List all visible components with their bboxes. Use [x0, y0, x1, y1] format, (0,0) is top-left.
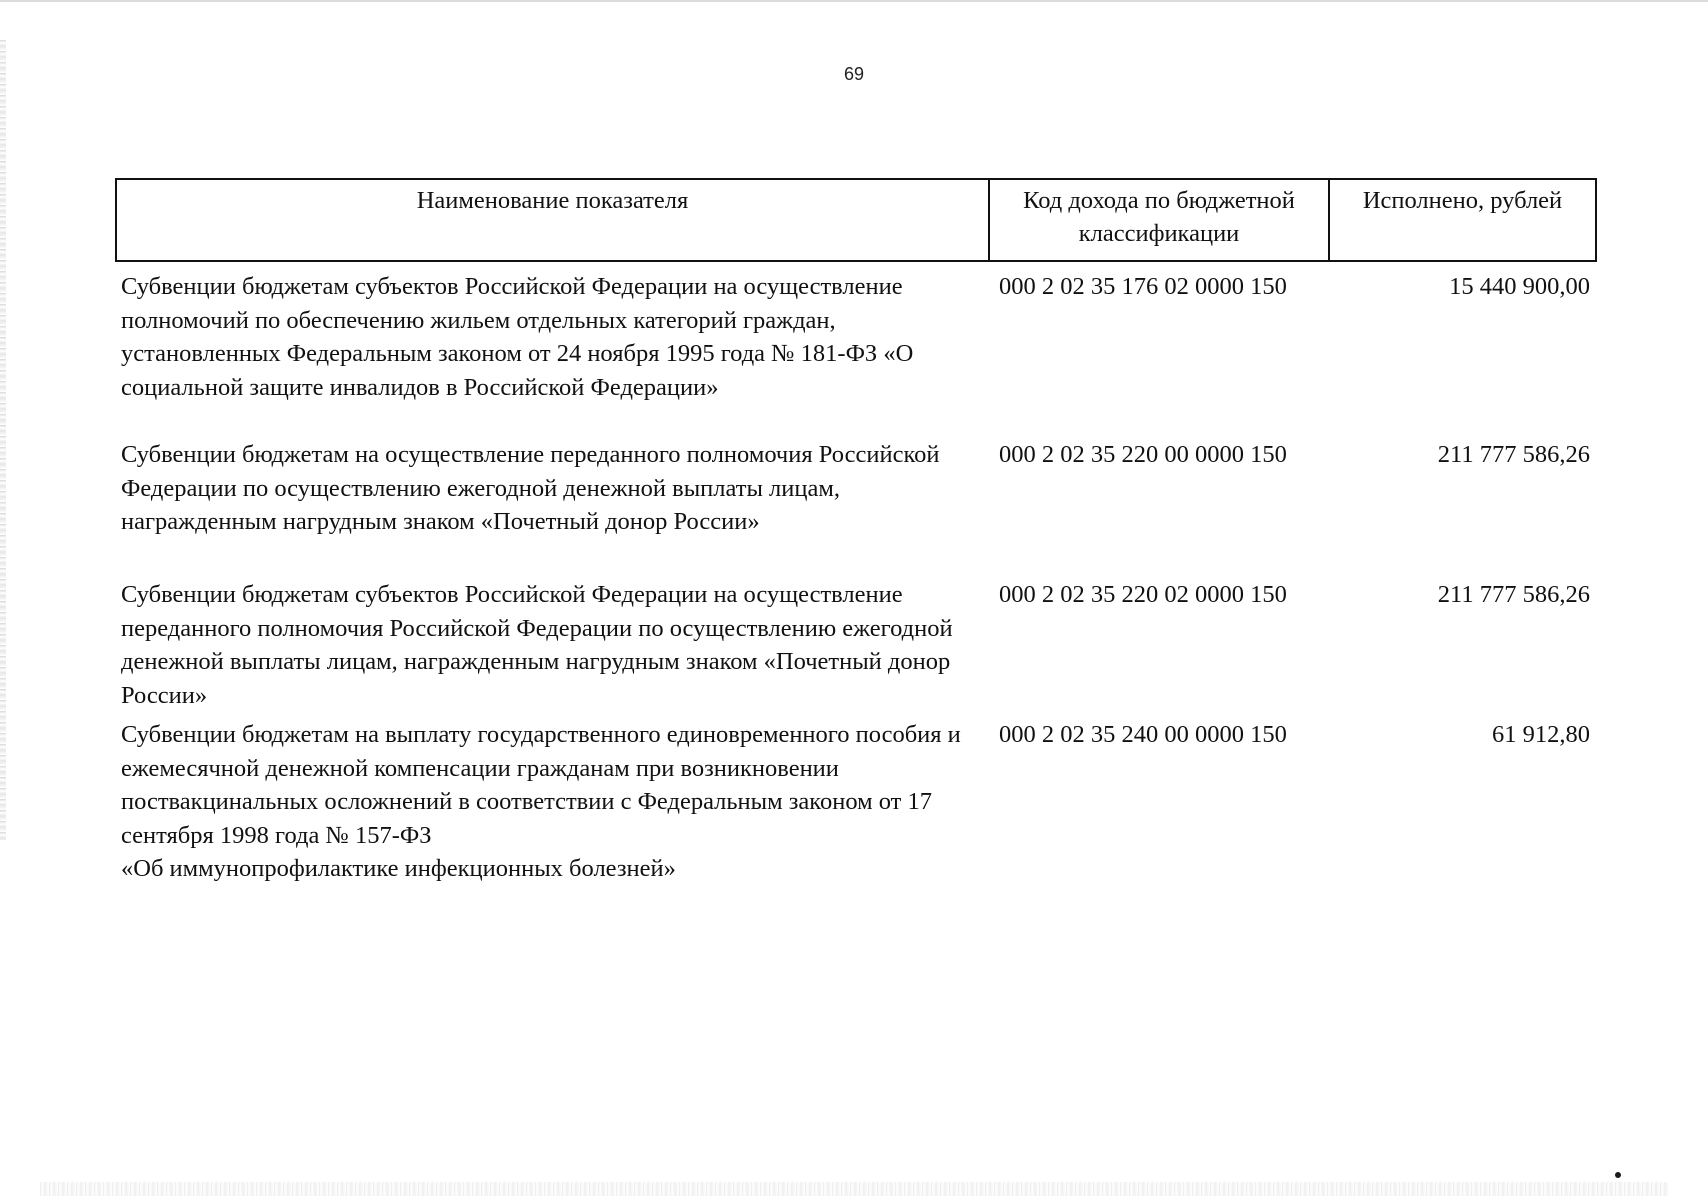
- executed-amount: 211 777 586,26: [1437, 581, 1590, 608]
- header-indicator-name: Наименование показателя: [116, 179, 989, 261]
- header-executed-amount: Исполнено, рублей: [1329, 179, 1596, 261]
- executed-amount: 15 440 900,00: [1449, 273, 1590, 300]
- table-row: [116, 261, 1596, 438]
- header-income-code: Код дохода по бюджетной классификации: [989, 179, 1329, 261]
- table-header-row: [116, 179, 1596, 261]
- scan-left-edge: [0, 40, 6, 840]
- revenue-table: [115, 178, 1597, 888]
- table-row: [116, 438, 1596, 578]
- executed-amount: 61 912,80: [1492, 721, 1590, 748]
- indicator-name: Субвенции бюджетам субъектов Российской Федерации на осуществление полномочий по обеспечению жильем отдельных категорий граждан, установленных Федеральным законом от 24 ноября 1995 года № 181-ФЗ «О социальной защите инвалидов в Российской Федерации»: [121, 273, 914, 401]
- page-number: 69: [843, 64, 865, 84]
- indicator-name: Субвенции бюджетам на осуществление переданного полномочия Российской Федерации по осуществлению ежегодной денежной выплаты лицам, награжденным нагрудным знаком «Почетный донор России»: [121, 441, 940, 536]
- income-code: 000 2 02 35 220 02 0000 150: [999, 581, 1287, 608]
- indicator-name: Субвенции бюджетам субъектов Российской Федерации на осуществление переданного полномочия Российской Федерации по осуществлению ежегодной денежной выплаты лицам, награжденным нагрудным знаком «Почетный донор России»: [121, 581, 953, 709]
- scan-top-edge: [0, 0, 1708, 2]
- indicator-name-line: Субвенции бюджетам на выплату государственного единовременного пособия и ежемесячной денежной компенсации гражданам при возникновении поствакцинальных осложнений в соответствии с Федеральным законом от 17 сентября 1998 года № 157-ФЗ: [121, 721, 961, 849]
- income-code: 000 2 02 35 176 02 0000 150: [999, 273, 1287, 300]
- table-row: [116, 718, 1596, 888]
- income-code: 000 2 02 35 220 00 0000 150: [999, 441, 1287, 468]
- indicator-name-line: «Об иммунопрофилактике инфекционных болезней»: [121, 855, 676, 883]
- scan-bottom-edge: [40, 1182, 1668, 1196]
- income-code: 000 2 02 35 240 00 0000 150: [999, 721, 1287, 748]
- table-row: [116, 578, 1596, 718]
- executed-amount: 211 777 586,26: [1437, 441, 1590, 468]
- indicator-name: [116, 718, 989, 888]
- scan-dot: [1615, 1172, 1621, 1178]
